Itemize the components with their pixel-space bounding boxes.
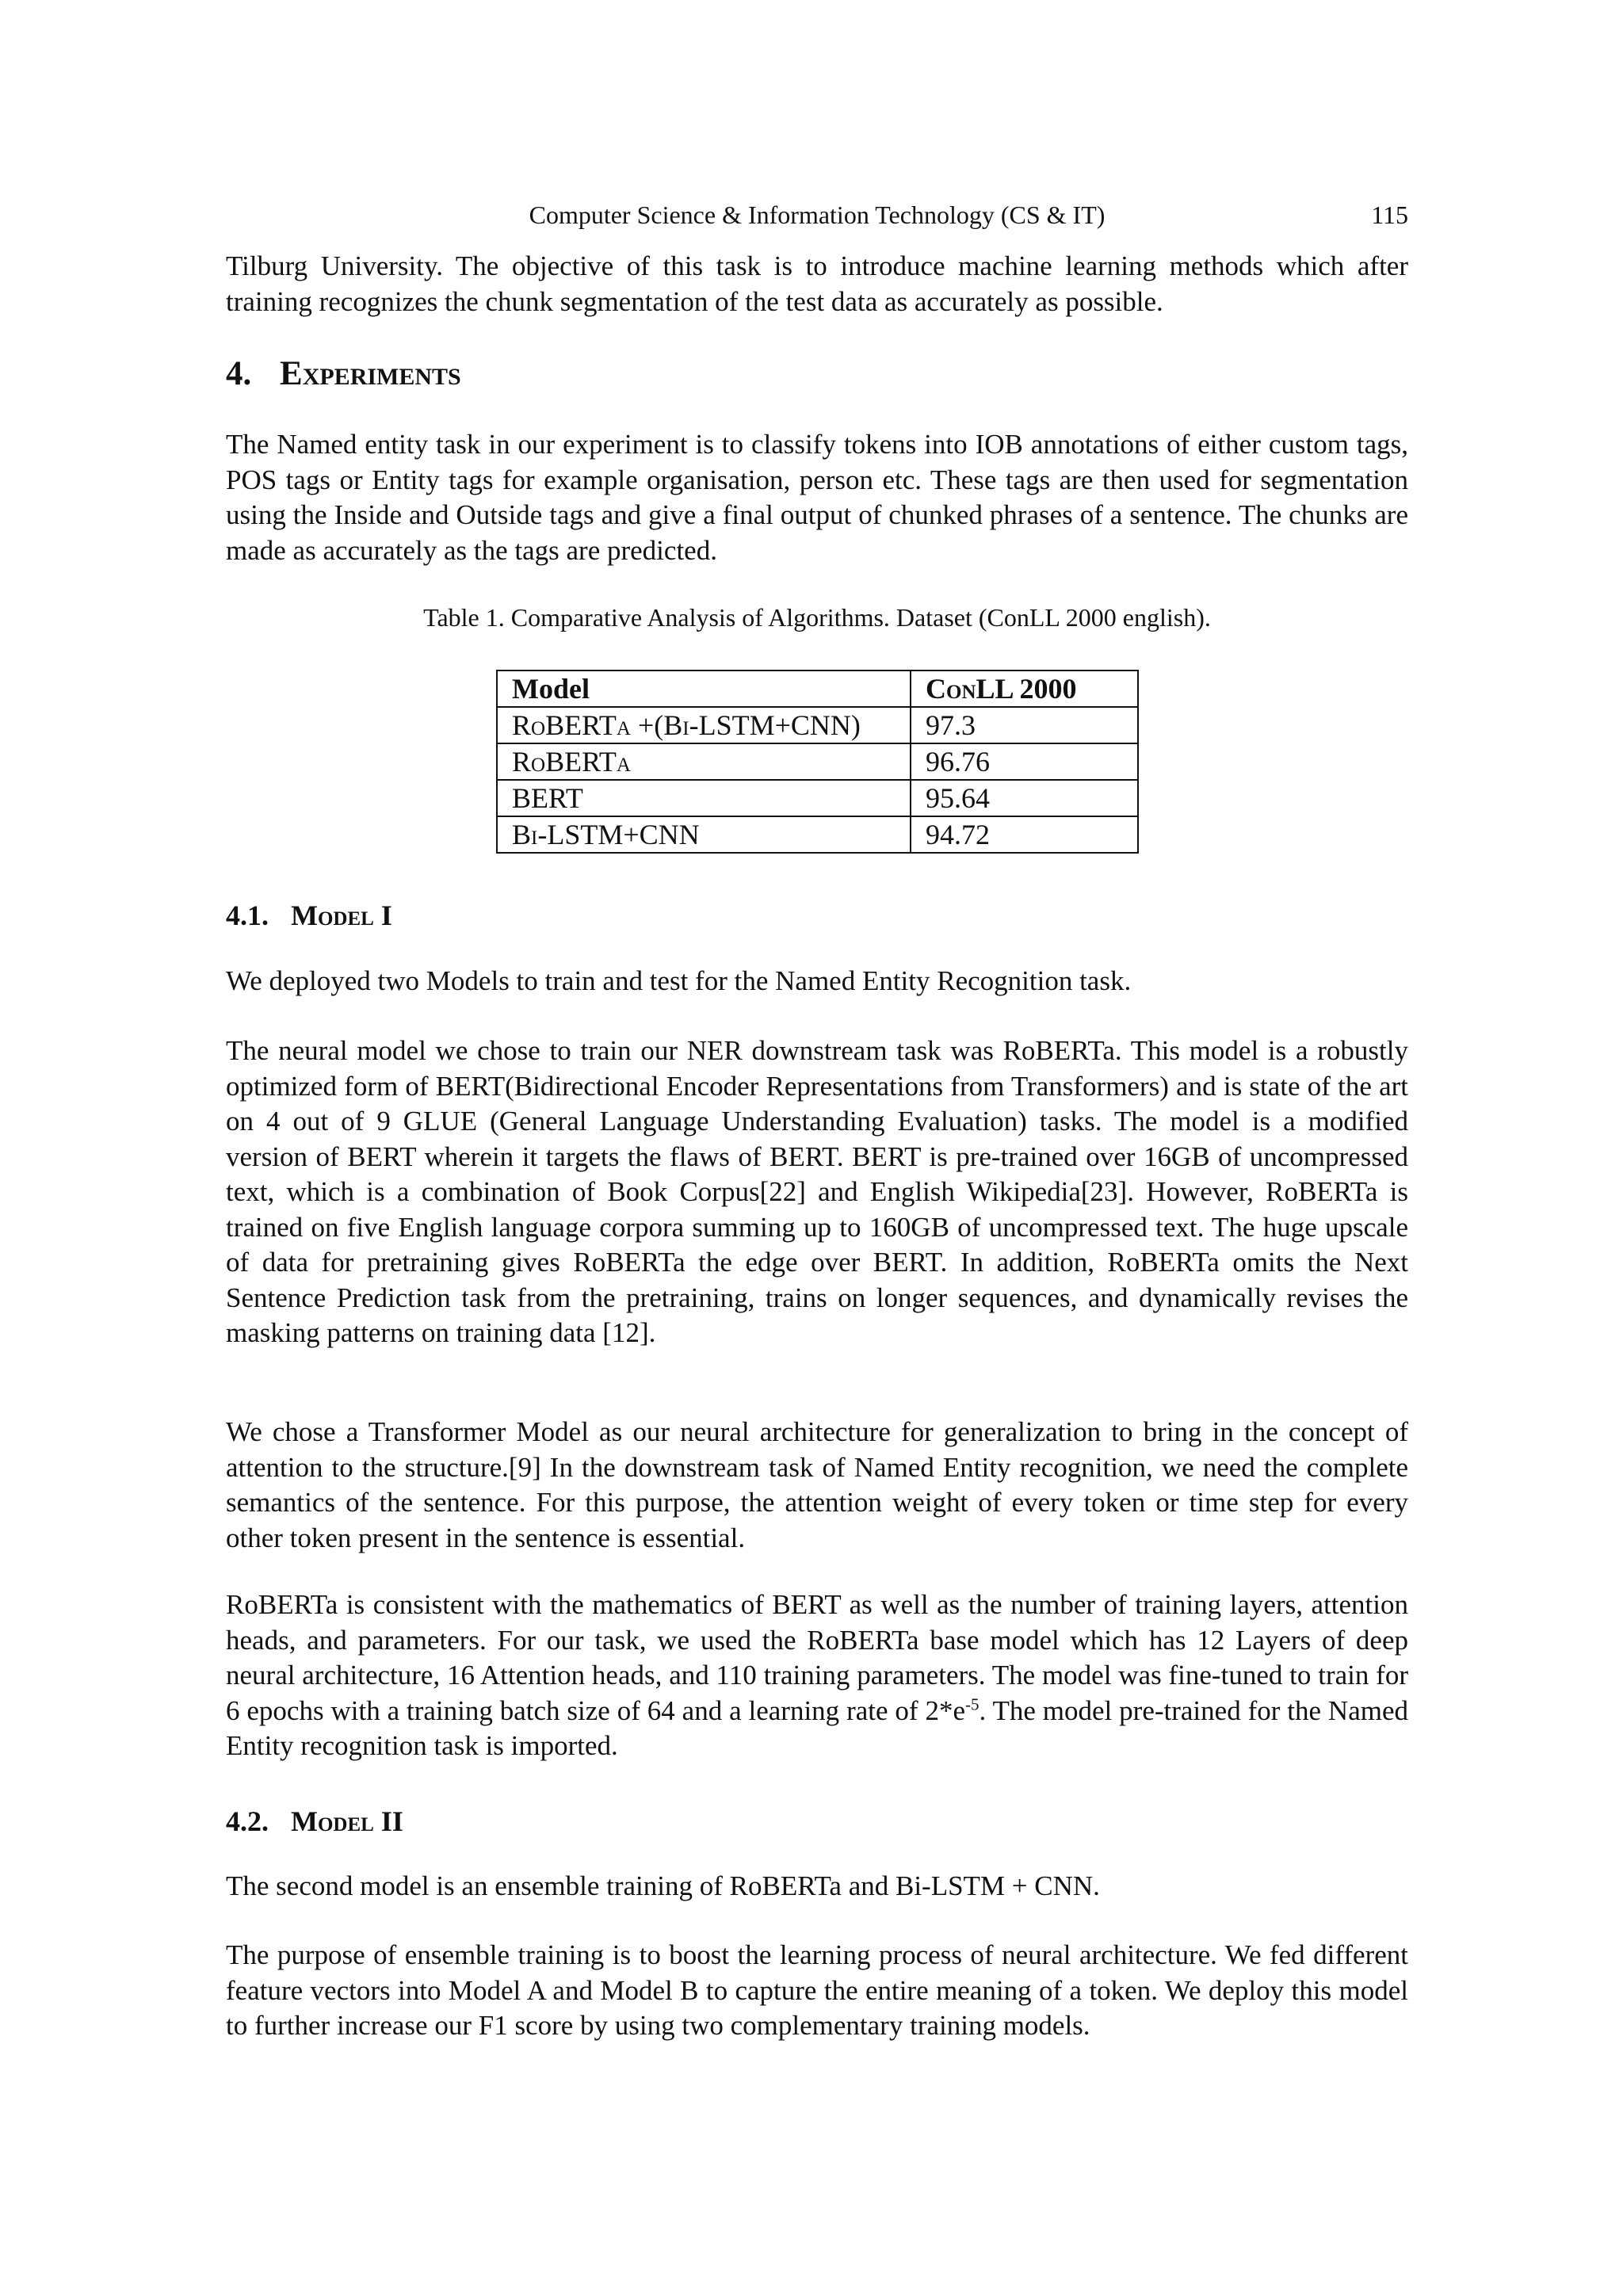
section-4-paragraph: The Named entity task in our experiment is to classify tokens into IOB annotations of either custom tags, POS tags or Entity tags for example organisation, person etc. These tags are then used for segmentation using the Inside and Outside tags and give a final output of chunked phrases of a sentence. The chunks are made as accurately as the tags are predicted. [226, 429, 1408, 566]
subsection-title-initial: M [291, 1805, 318, 1837]
model-cell: RoBERTa [497, 743, 911, 780]
subsection-title-suffix: II [373, 1805, 403, 1837]
intro-paragraph: Tilburg University. The objective of this task is to introduce machine learning methods which after training recognizes the chunk segmentation of the test data as accurately as possible. [226, 250, 1408, 317]
section-4-1-paragraph-1: We deployed two Models to train and test for the Named Entity Recognition task. [226, 965, 1132, 996]
section-4-heading [226, 352, 461, 396]
section-4-1-paragraph-4: RoBERTa is consistent with the mathematics of BERT as well as the number of training layers, attention heads, and parameters. For our task, we used the RoBERTa base model which has 12 Layers of deep neural architecture, 16 Attention heads, and 110 training parameters. The model was fine-tuned to train for 6 epochs with a training batch size of 64 and a learning rate of $2*e^{-5}$. The model pre-trained for the Named Entity recognition task is imported. [226, 1589, 1408, 1761]
section-title-rest: xperiments [302, 355, 461, 392]
model-cell: RoBERTa +(Bi-LSTM+CNN) [497, 707, 911, 743]
page-number: 115 [1371, 201, 1408, 229]
running-header [226, 195, 1408, 235]
section-title-initial: E [280, 355, 303, 392]
subsection-title-rest: odel [317, 1805, 374, 1837]
subsection-number: 4.2. [226, 1805, 269, 1837]
results-table [496, 670, 1139, 854]
score-cell: 96.76 [911, 743, 1138, 780]
table-row [497, 780, 1138, 816]
section-4-2-heading [226, 1802, 403, 1840]
table-caption: Table 1. Comparative Analysis of Algorithms. Dataset (ConLL 2000 english). [423, 603, 1211, 632]
section-4-1-paragraph-3: We chose a Transformer Model as our neural architecture for generalization to bring in the concept of attention to the structure.[9] In the downstream task of Named Entity recognition, we need the complete semantics of the sentence. For this purpose, the attention weight of every token or time step for every other token present in the sentence is essential. [226, 1416, 1408, 1553]
score-cell: 95.64 [911, 780, 1138, 816]
model-cell: BERT [497, 780, 911, 816]
subsection-number: 4.1. [226, 900, 269, 931]
section-4-1-heading [226, 896, 392, 934]
header-model: Model [497, 670, 911, 707]
table-row [497, 743, 1138, 780]
table-row [497, 816, 1138, 853]
score-cell: 97.3 [911, 707, 1138, 743]
section-4-2-paragraph-2: The purpose of ensemble training is to boost the learning process of neural architecture. We fed different feature vectors into Model A and Model B to capture the entire meaning of a token. We deploy this model to further increase our F1 score by using two complementary training models. [226, 1939, 1408, 2041]
score-cell: 94.72 [911, 816, 1138, 853]
section-4-2-paragraph-1: The second model is an ensemble training of RoBERTa and Bi-LSTM + CNN. [226, 1870, 1100, 1901]
subsection-title-suffix: I [373, 900, 392, 931]
subsection-title-rest: odel [317, 900, 374, 931]
section-number: 4. [226, 355, 252, 392]
exponent: -5 [964, 1694, 980, 1713]
subsection-title-initial: M [291, 900, 318, 931]
table-row [497, 707, 1138, 743]
model-cell: Bi-LSTM+CNN [497, 816, 911, 853]
header-dataset: ConLL 2000 [911, 670, 1138, 707]
table-header-row [497, 670, 1138, 707]
section-4-1-paragraph-2: The neural model we chose to train our NER downstream task was RoBERTa. This model is a robustly optimized form of BERT(Bidirectional Encoder Representations from Transformers) and is state of the art on 4 out of 9 GLUE (General Language Understanding Evaluation) tasks. The model is a modified version of BERT wherein it targets the flaws of BERT. BERT is pre-trained over 16GB of uncompressed text, which is a combination of Book Corpus[22] and English Wikipedia[23]. However, RoBERTa is trained on five English language corpora summing up to 160GB of uncompressed text. The huge upscale of data for pretraining gives RoBERTa the edge over BERT. In addition, RoBERTa omits the Next Sentence Prediction task from the pretraining, trains on longer sequences, and dynamically revises the masking patterns on training data [12]. [226, 1035, 1408, 1348]
journal-title: Computer Science & Information Technology (CS & IT) [529, 201, 1106, 229]
